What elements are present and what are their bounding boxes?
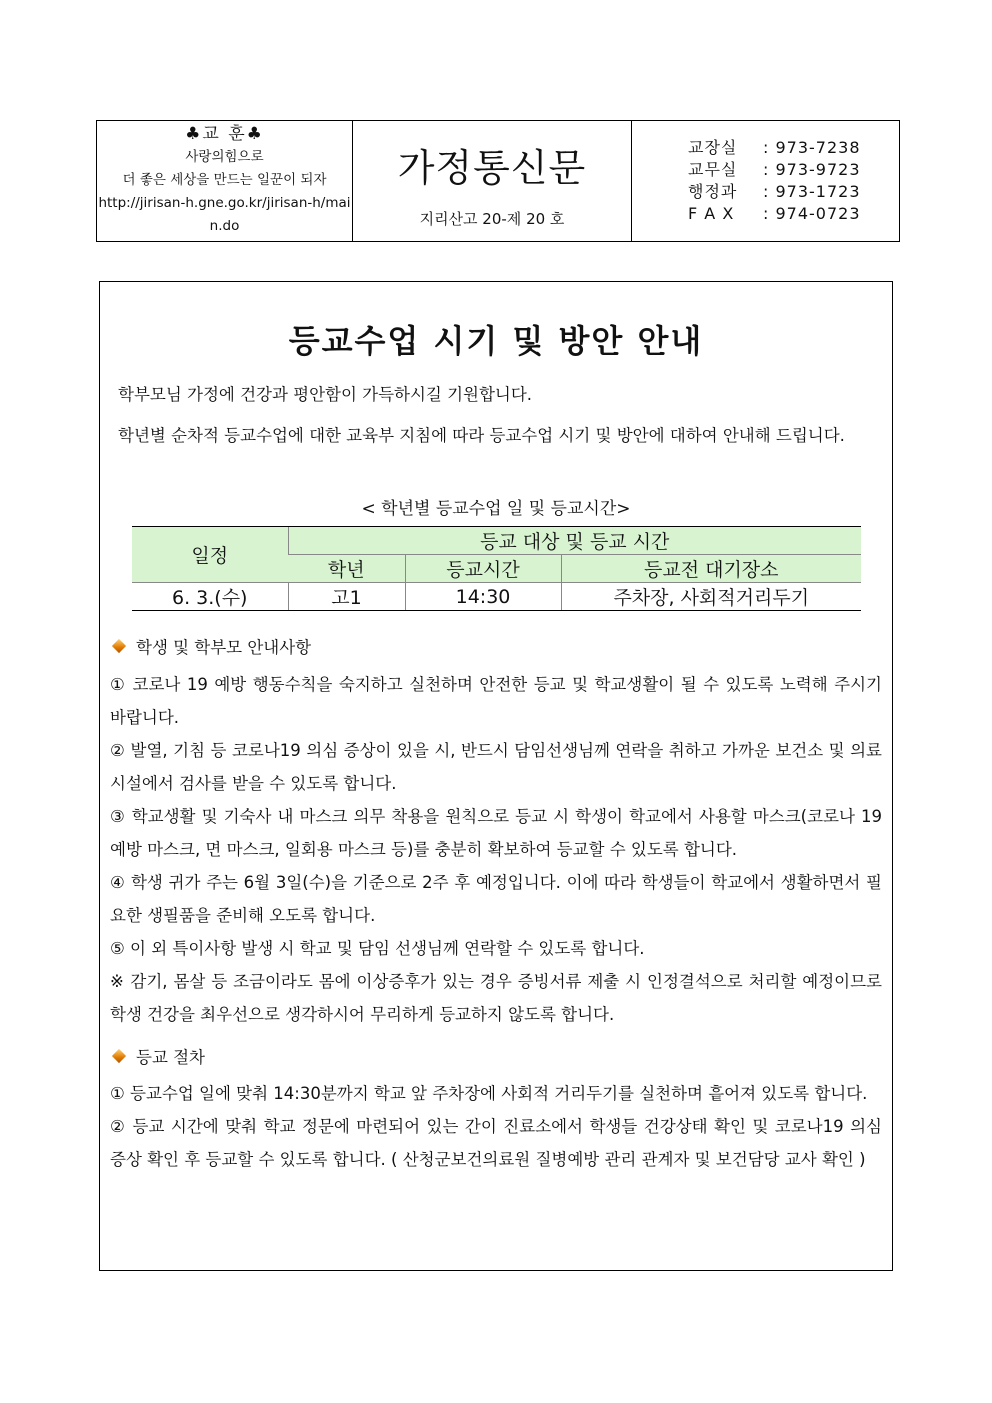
contact-row: [688, 159, 899, 181]
contact-label: 교장실: [688, 138, 738, 157]
procedure-items-list: [110, 1077, 882, 1176]
col-group-header: 등교 대상 및 등교 시간: [288, 527, 861, 555]
newsletter-title: 가정통신문: [397, 146, 587, 190]
contact-value: : 973-9723: [763, 160, 861, 179]
list-item: ⑤ 이 외 특이사항 발생 시 학교 및 담임 선생님께 연락할 수 있도록 합니다.: [110, 939, 645, 958]
motto-line-2: 더 좋은 세상을 만드는 일꾼이 되자: [122, 172, 327, 188]
list-item: ② 등교 시간에 맞춰 학교 정문에 마련되어 있는 간이 진료소에서 학생들 건강상태 확인 및 코로나19 의심 증상 확인 후 등교할 수 있도록 합니다. ( 산청군보건의료원 질병예방 관리 관계자 및 보건담당 교사 확인 ): [110, 1117, 882, 1169]
cell-grade: 고1: [288, 583, 405, 611]
notice-body: [99, 281, 893, 1271]
cell-place: 주차장, 사회적거리두기: [561, 583, 861, 611]
motto-line-1: 사랑의힘으로: [185, 149, 264, 165]
table-row: [132, 583, 861, 611]
diamond-bullet-icon: [112, 1049, 126, 1063]
notice-title: 등교수업 시기 및 방안 안내: [288, 322, 704, 360]
school-url[interactable]: http://jirisan-h.gne.go.kr/jirisan-h/main.do: [98, 195, 351, 234]
greeting-paragraph: 학부모님 가정에 건강과 평안함이 가득하시길 기원합니다.: [118, 385, 533, 404]
section-title: 학생 및 학부모 안내사항: [136, 638, 312, 657]
cell-date: 6. 3.(수): [132, 583, 288, 611]
table-caption: < 학년별 등교수업 일 및 등교시간>: [361, 499, 631, 519]
contact-row: [688, 181, 899, 203]
list-item: ① 코로나 19 예방 행동수칙을 숙지하고 실천하며 안전한 등교 및 학교생활이 될 수 있도록 노력해 주시기 바랍니다.: [110, 675, 882, 727]
notice-items-list: [110, 668, 882, 1031]
col-time-header: 등교시간: [405, 555, 561, 583]
contact-label: 행정과: [688, 182, 738, 201]
section-title: 등교 절차: [136, 1048, 206, 1067]
intro-paragraph: 학년별 순차적 등교수업에 대한 교육부 지침에 따라 등교수업 시기 및 방안에 대하여 안내해 드립니다.: [118, 426, 845, 445]
schedule-table: [132, 526, 861, 611]
list-item: ④ 학생 귀가 주는 6월 3일(수)을 기준으로 2주 후 예정입니다. 이에 따라 학생들이 학교에서 생활하면서 필요한 생필품을 준비해 오도록 합니다.: [110, 873, 882, 925]
title-cell: [353, 121, 632, 241]
col-place-header: 등교전 대기장소: [561, 555, 861, 583]
section-heading-notice: [110, 634, 311, 658]
contacts-cell: [632, 121, 899, 241]
list-item: ③ 학교생활 및 기숙사 내 마스크 의무 착용을 원칙으로 등교 시 학생이 학교에서 사용할 마스크(코로나 19 예방 마스크, 면 마스크, 일회용 마스크 등)를 충분히 확보하여 등교할 수 있도록 합니다.: [110, 807, 882, 859]
section-heading-procedure: [110, 1044, 205, 1068]
school-motto-cell: [97, 121, 353, 241]
contact-row: [688, 137, 899, 159]
newsletter-header: [96, 120, 900, 242]
issue-number: 지리산고 20-제 20 호: [419, 210, 565, 228]
contact-label: F A X: [688, 204, 735, 223]
cell-time: 14:30: [405, 583, 561, 611]
list-item: ① 등교수업 일에 맞춰 14:30분까지 학교 앞 주차장에 사회적 거리두기를 실천하며 흩어져 있도록 합니다.: [110, 1084, 868, 1103]
contact-label: 교무실: [688, 160, 738, 179]
contact-value: : 973-1723: [763, 182, 861, 201]
col-schedule-header: 일정: [132, 527, 288, 583]
list-item: ② 발열, 기침 등 코로나19 의심 증상이 있을 시, 반드시 담임선생님께 연락을 취하고 가까운 보건소 및 의료시설에서 검사를 받을 수 있도록 합니다.: [110, 741, 882, 793]
col-grade-header: 학년: [288, 555, 405, 583]
contact-value: : 974-0723: [763, 204, 861, 223]
contact-row: [688, 203, 899, 225]
contact-value: : 973-7238: [763, 138, 861, 157]
motto-title: ♣교 훈♣: [185, 124, 264, 144]
list-item: ※ 감기, 몸살 등 조금이라도 몸에 이상증후가 있는 경우 증빙서류 제출 시 인정결석으로 처리할 예정이므로 학생 건강을 최우선으로 생각하시어 무리하게 등교하지 않도록 합니다.: [110, 972, 882, 1024]
diamond-bullet-icon: [112, 639, 126, 653]
